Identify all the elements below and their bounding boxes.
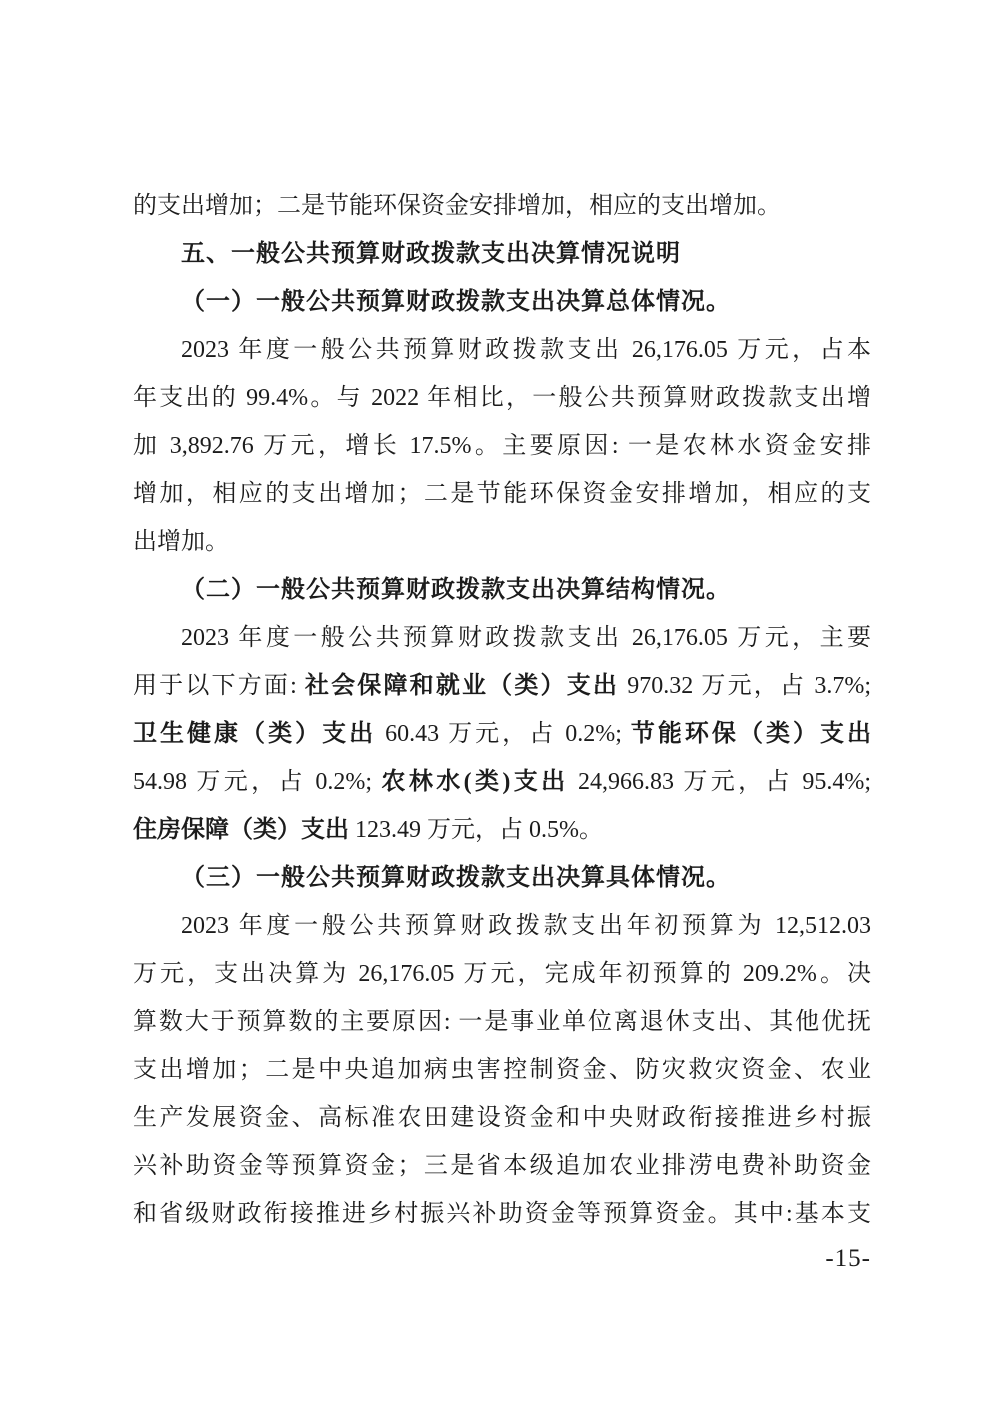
text-segment: 加 3,892.76 万元，增长 17.5%。主要原因: 一是农林水资金安排	[133, 433, 871, 459]
text-segment: 生产发展资金、高标准农田建设资金和中央财政衔接推进乡村振	[133, 1105, 871, 1131]
text-segment: 增加，相应的支出增加；二是节能环保资金安排增加，相应的支	[133, 481, 871, 507]
body-line	[133, 1046, 871, 1094]
body-line	[133, 326, 871, 374]
text-segment: 和省级财政衔接推进乡村振兴补助资金等预算资金。其中:基本支	[133, 1201, 871, 1227]
page-number: -15-	[825, 1245, 871, 1272]
bold-text-segment: （二）一般公共预算财政拨款支出决算结构情况。	[181, 577, 731, 603]
body-line	[133, 662, 871, 710]
body-line	[133, 470, 871, 518]
text-segment: 万元，支出决算为 26,176.05 万元，完成年初预算的 209.2%。决	[133, 961, 871, 987]
text-segment: 算数大于预算数的主要原因: 一是事业单位离退休支出、其他优抚	[133, 1009, 871, 1035]
text-segment: 2023 年度一般公共预算财政拨款支出 26,176.05 万元，主要	[181, 625, 871, 651]
text-segment: 兴补助资金等预算资金；三是省本级追加农业排涝电费补助资金	[133, 1153, 871, 1179]
bold-text-segment: 卫生健康（类）支出	[133, 721, 377, 747]
text-segment: 54.98 万元，占 0.2%;	[133, 769, 382, 795]
body-line	[133, 1142, 871, 1190]
text-segment: 24,966.83 万元，占 95.4%;	[568, 769, 871, 795]
text-segment: 用于以下方面:	[133, 673, 305, 699]
bold-text-segment: 农林水(类)支出	[381, 769, 569, 795]
para-carryover-line	[133, 182, 871, 230]
body-line	[133, 374, 871, 422]
bold-text-segment: 五、一般公共预算财政拨款支出决算情况说明	[181, 241, 681, 267]
text-segment: 年支出的 99.4%。与 2022 年相比，一般公共预算财政拨款支出增	[133, 385, 871, 411]
text-segment: 60.43 万元，占 0.2%;	[376, 721, 631, 747]
text-segment: 支出增加；二是中央追加病虫害控制资金、防灾救灾资金、农业	[133, 1057, 871, 1083]
text-segment: 的支出增加；二是节能环保资金安排增加，相应的支出增加。	[133, 193, 781, 219]
body-line	[133, 710, 871, 758]
text-segment: 2023 年度一般公共预算财政拨款支出年初预算为 12,512.03	[181, 913, 871, 939]
body-line	[133, 902, 871, 950]
text-segment: 123.49 万元，占 0.5%。	[349, 817, 603, 843]
body-line	[133, 422, 871, 470]
text-segment: 出增加。	[133, 529, 229, 555]
heading-subsection-two	[133, 566, 871, 614]
bold-text-segment: 社会保障和就业（类）支出	[304, 673, 620, 699]
body-line	[133, 950, 871, 998]
text-segment: 970.32 万元，占 3.7%;	[619, 673, 871, 699]
bold-text-segment: （三）一般公共预算财政拨款支出决算具体情况。	[181, 865, 731, 891]
heading-section-five	[133, 230, 871, 278]
body-line	[133, 806, 871, 854]
document-body	[133, 182, 871, 1238]
body-line	[133, 1190, 871, 1238]
body-line	[133, 614, 871, 662]
bold-text-segment: 节能环保（类）支出	[630, 721, 871, 747]
heading-subsection-three	[133, 854, 871, 902]
body-line	[133, 758, 871, 806]
text-segment: 2023 年度一般公共预算财政拨款支出 26,176.05 万元，占本	[181, 337, 871, 363]
heading-subsection-one	[133, 278, 871, 326]
body-line	[133, 1094, 871, 1142]
body-line	[133, 998, 871, 1046]
bold-text-segment: （一）一般公共预算财政拨款支出决算总体情况。	[181, 289, 731, 315]
bold-text-segment: 住房保障（类）支出	[133, 817, 349, 843]
body-line	[133, 518, 871, 566]
